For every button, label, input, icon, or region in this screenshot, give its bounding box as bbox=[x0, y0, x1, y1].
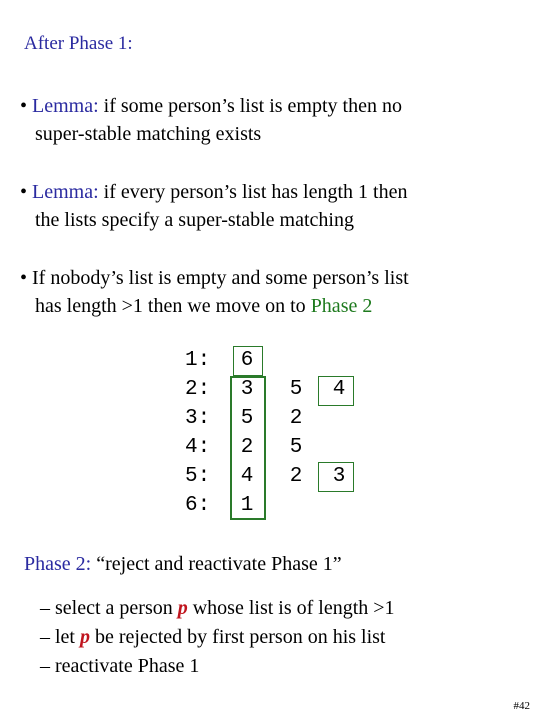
lemma-text: if every person’s list has length 1 then bbox=[98, 181, 408, 203]
bullet-marker: • bbox=[20, 181, 28, 203]
table-cell: 5 bbox=[240, 407, 254, 430]
table-cell: 1 bbox=[240, 494, 254, 517]
row-label: 2: bbox=[185, 378, 211, 401]
step-reject-person bbox=[40, 626, 386, 649]
lemma-text-cont: the lists specify a super-stable matching bbox=[35, 209, 354, 231]
condition-text: If nobody’s list is empty and some person’s list bbox=[32, 267, 409, 289]
bullet-marker: • bbox=[20, 95, 28, 117]
table-cell: 4 bbox=[240, 465, 254, 488]
table-cell: 2 bbox=[240, 436, 254, 459]
phase2-link-text: Phase 2 bbox=[310, 295, 373, 317]
table-cell: 3 bbox=[240, 378, 254, 401]
lemma-empty-list bbox=[20, 92, 402, 148]
lemma-text: if some person’s list is empty then no bbox=[98, 95, 402, 117]
step-text: – select a person bbox=[40, 597, 178, 619]
step-select-person bbox=[40, 597, 395, 620]
phase2-condition bbox=[20, 264, 409, 320]
table-cell: 6 bbox=[240, 349, 254, 372]
condition-text-cont bbox=[20, 292, 409, 320]
table-cell: 5 bbox=[289, 378, 303, 401]
lemma-label: Lemma: bbox=[32, 95, 99, 117]
row-label: 1: bbox=[185, 349, 211, 372]
step-text: – let bbox=[40, 626, 80, 648]
phase2-description: “reject and reactivate Phase 1” bbox=[91, 553, 342, 575]
table-cell: 2 bbox=[289, 465, 303, 488]
bullet-marker: • bbox=[20, 267, 28, 289]
condition-text-part: has length >1 then we move on to bbox=[35, 295, 311, 317]
step-text: – reactivate Phase 1 bbox=[40, 655, 200, 677]
step-text: be rejected by first person on his list bbox=[90, 626, 386, 648]
lemma-text-cont: super-stable matching exists bbox=[35, 123, 262, 145]
row-label: 4: bbox=[185, 436, 211, 459]
step-reactivate bbox=[40, 655, 199, 678]
table-cell: 4 bbox=[332, 378, 346, 401]
table-cell: 3 bbox=[332, 465, 346, 488]
page-number: #42 bbox=[513, 700, 530, 712]
variable-p: p bbox=[80, 626, 90, 648]
lemma-label: Lemma: bbox=[32, 181, 99, 203]
phase2-label: Phase 2: bbox=[24, 553, 92, 575]
row-label: 5: bbox=[185, 465, 211, 488]
variable-p: p bbox=[177, 597, 188, 619]
step-text: whose list is of length >1 bbox=[187, 597, 395, 619]
lemma-length-one bbox=[20, 178, 407, 234]
table-cell: 5 bbox=[289, 436, 303, 459]
table-cell: 2 bbox=[289, 407, 303, 430]
row-label: 3: bbox=[185, 407, 211, 430]
row-label: 6: bbox=[185, 494, 211, 517]
page-title: After Phase 1: bbox=[24, 33, 133, 54]
phase2-heading bbox=[24, 553, 342, 576]
